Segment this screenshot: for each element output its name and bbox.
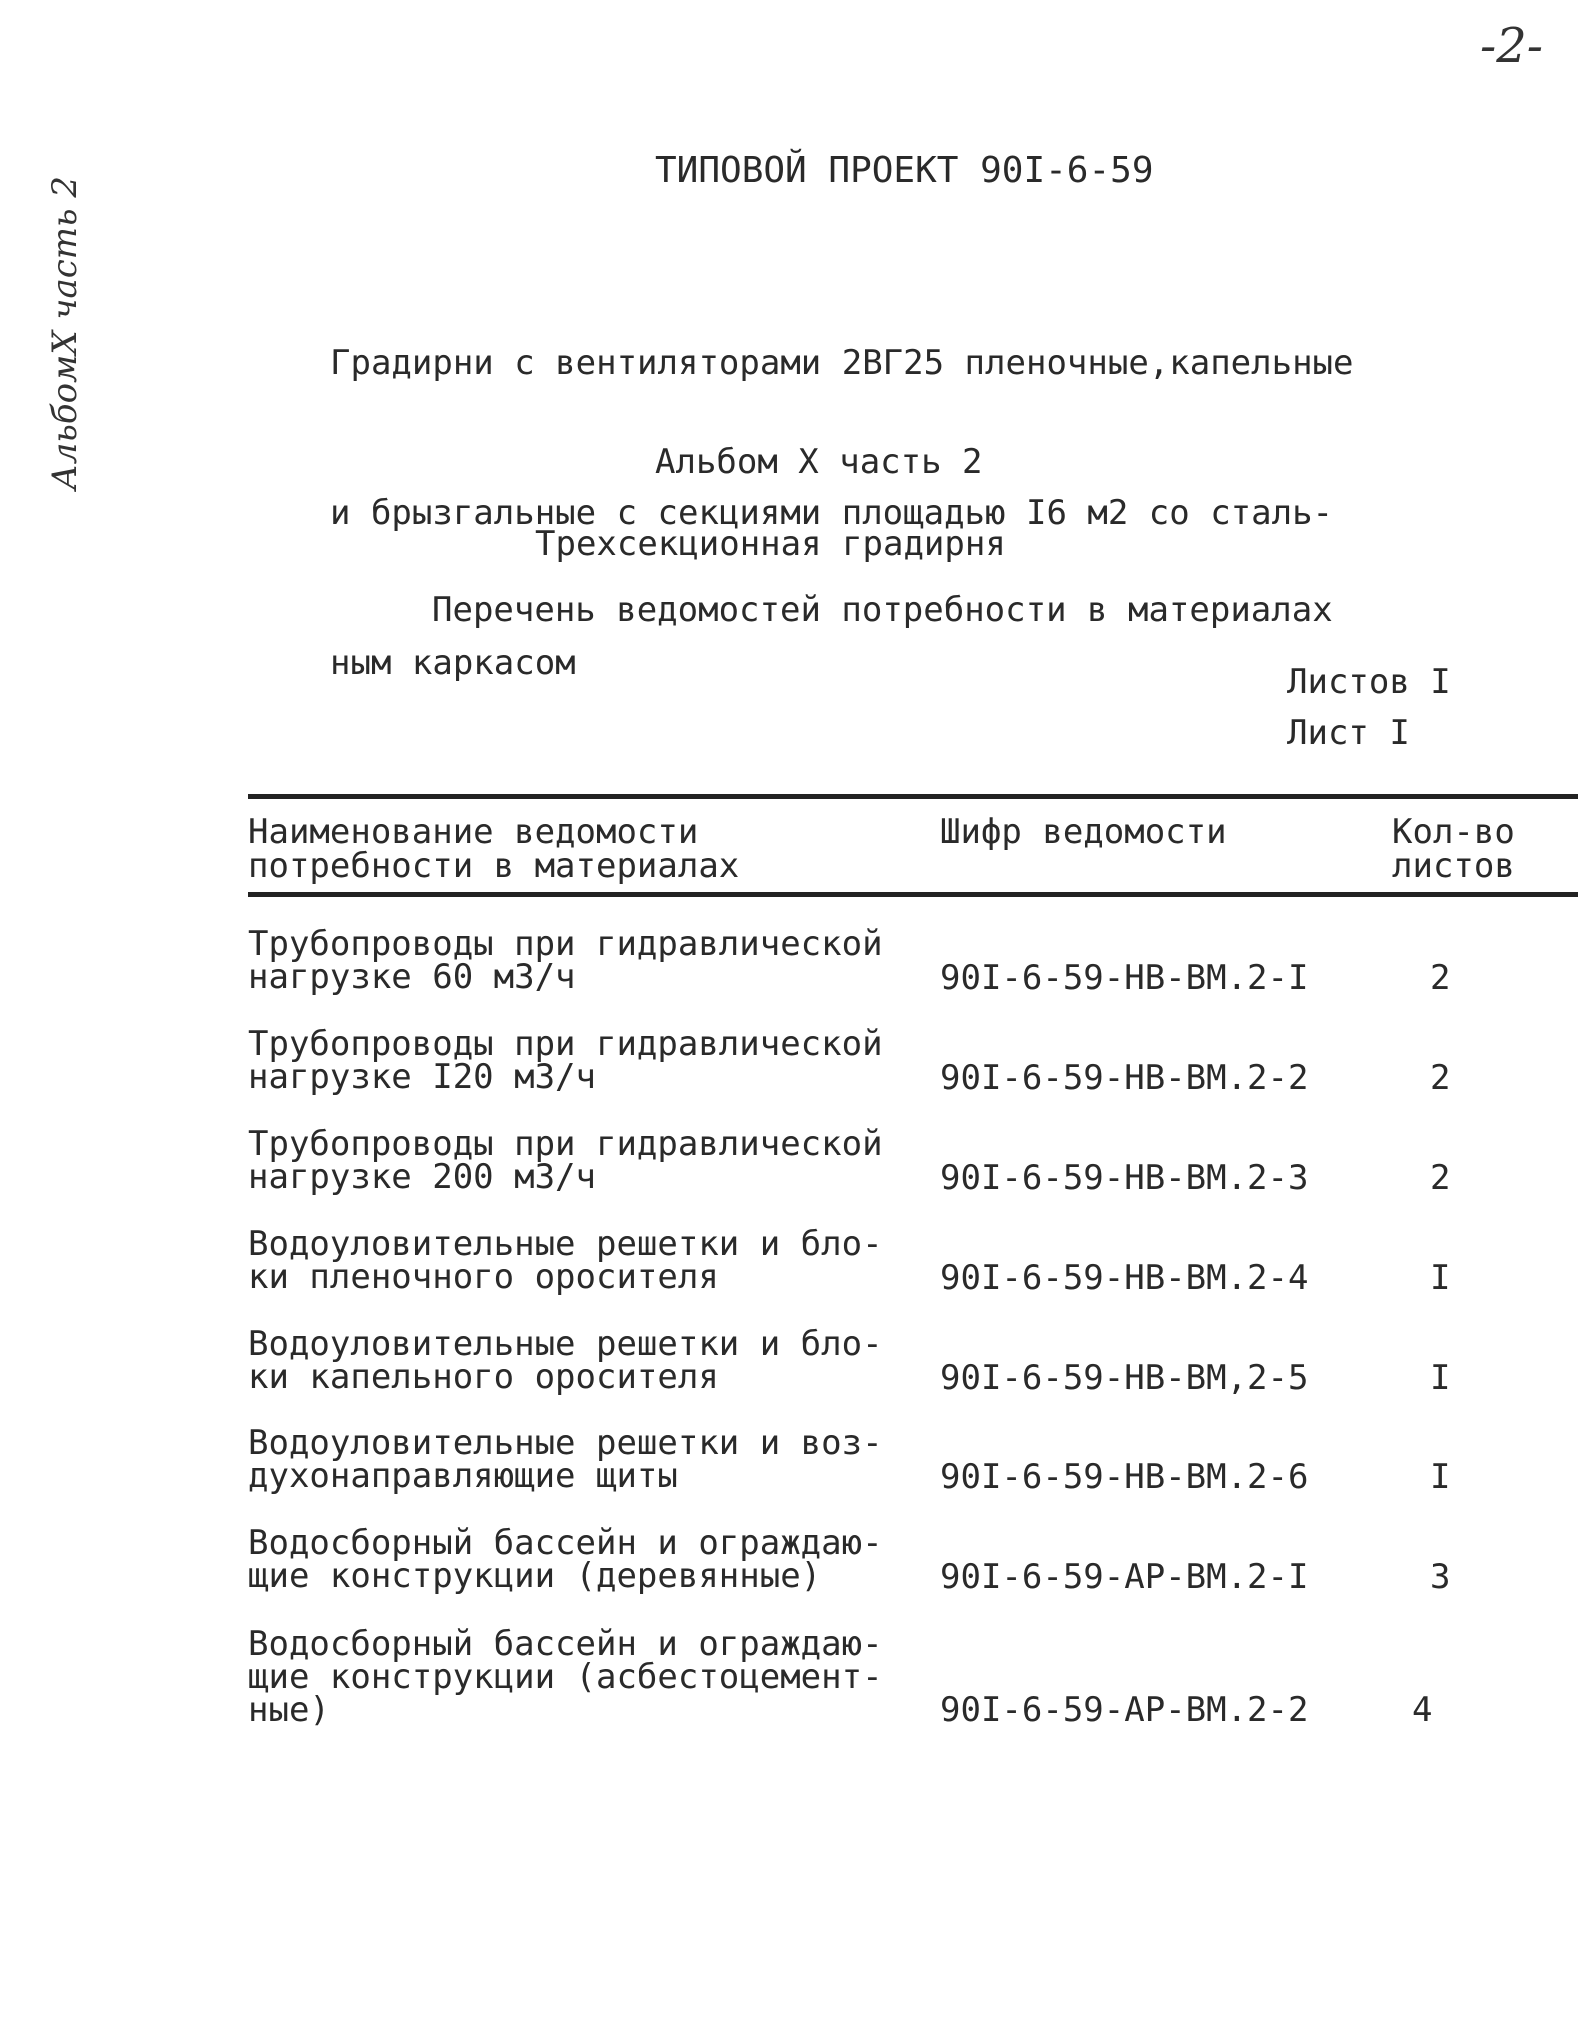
row-count: 2 (1430, 1058, 1451, 1098)
row-name: Водоуловительные решетки и бло- ки пленочного оросителя (248, 1224, 883, 1297)
row-name: Трубопроводы при гидравлической нагрузке 60 м3/ч (248, 924, 883, 997)
row-code: 90I-6-59-НВ-ВМ.2-4 (940, 1258, 1309, 1298)
row-code: 90I-6-59-АР-ВМ.2-I (940, 1557, 1309, 1597)
row-count: I (1430, 1358, 1451, 1398)
sheet-current: Лист I (1287, 713, 1410, 753)
sheet-info (1287, 657, 1451, 759)
row-code: 90I-6-59-НВ-ВМ.2-6 (940, 1457, 1309, 1497)
subject-line: ным каркасом (330, 643, 576, 683)
row-code: 90I-6-59-АР-ВМ.2-2 (940, 1690, 1309, 1730)
section-heading: Трехсекционная градирня (535, 524, 1006, 564)
row-count: 3 (1430, 1557, 1451, 1597)
page-number: -2- (1480, 18, 1543, 74)
row-code: 90I-6-59-НВ-ВМ,2-5 (940, 1358, 1309, 1398)
table-top-rule (248, 794, 1578, 799)
album-side-note: АльбомX часть 2 (45, 176, 85, 490)
row-code: 90I-6-59-НВ-ВМ.2-I (940, 958, 1309, 998)
row-count: I (1430, 1457, 1451, 1497)
row-name: Водоуловительные решетки и бло- ки капельного оросителя (248, 1324, 883, 1397)
row-name: Водосборный бассейн и ограждаю- щие конструкции (деревянные) (248, 1523, 883, 1596)
row-name: Трубопроводы при гидравлической нагрузке 200 м3/ч (248, 1124, 883, 1197)
column-header-code: Шифр ведомости (940, 812, 1227, 852)
subject-line: Градирни с вентиляторами 2ВГ25 пленочные,капельные (330, 343, 1354, 383)
table-header-rule (248, 892, 1578, 897)
sheets-total: Листов I (1287, 662, 1451, 702)
row-count: I (1430, 1258, 1451, 1298)
project-subject (330, 238, 1354, 738)
column-header-name: Наименование ведомости потребности в материалах (248, 812, 740, 886)
row-code: 90I-6-59-НВ-ВМ.2-2 (940, 1058, 1309, 1098)
row-count: 2 (1430, 1158, 1451, 1198)
row-name: Водосборный бассейн и ограждаю- щие конструкции (асбестоцемент- ные) (248, 1624, 883, 1730)
row-count: 2 (1430, 958, 1451, 998)
document-title: ТИПОВОЙ ПРОЕКТ 90I-6-59 (655, 150, 1154, 191)
row-name: Трубопроводы при гидравлической нагрузке I20 м3/ч (248, 1024, 883, 1097)
list-title: Перечень ведомостей потребности в материалах (432, 590, 1333, 630)
row-count: 4 (1412, 1690, 1433, 1730)
album-heading: Альбом X часть 2 (655, 442, 983, 482)
row-code: 90I-6-59-НВ-ВМ.2-3 (940, 1158, 1309, 1198)
row-name: Водоуловительные решетки и воз- духонаправляющие щиты (248, 1423, 883, 1496)
column-header-count: Кол-во листов (1392, 812, 1515, 886)
subject-line: и брызгальные с секциями площадью I6 м2 со сталь- (330, 493, 1334, 533)
